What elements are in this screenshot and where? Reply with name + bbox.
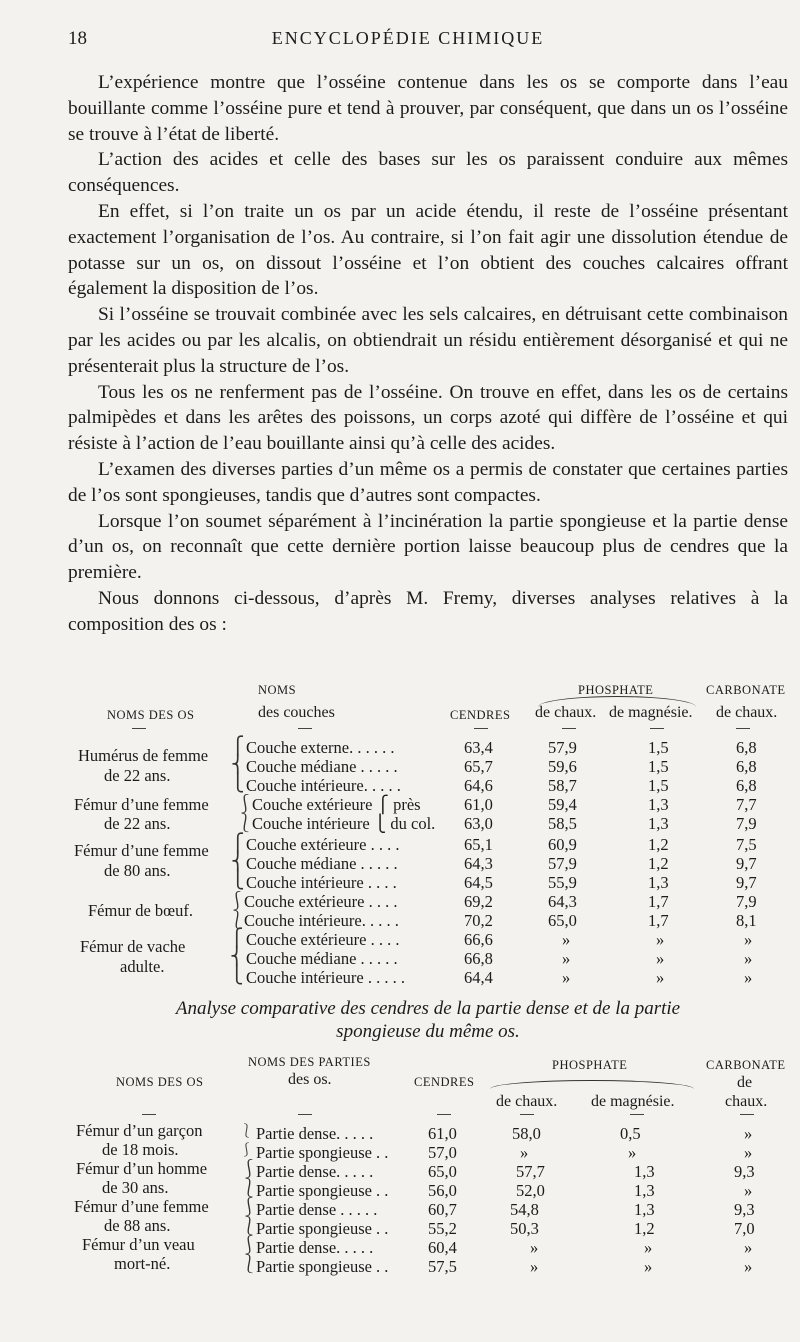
value-phosphate-magnesie: 1,3 <box>648 795 669 814</box>
value-phosphate-chaux: 52,0 <box>516 1181 545 1200</box>
bone-name: Fémur d’une femme <box>74 795 209 814</box>
value-cendres: 64,4 <box>464 968 493 987</box>
value-phosphate-chaux: 55,9 <box>548 873 577 892</box>
bone-name: Fémur de bœuf. <box>88 901 193 920</box>
value-phosphate-chaux: » <box>562 949 571 968</box>
layer-name: Couche extérieure . . . . <box>246 930 400 949</box>
value-carbonate: 6,8 <box>736 776 757 795</box>
col-header-carb-de: de <box>737 1074 753 1091</box>
value-phosphate-chaux: » <box>520 1143 529 1162</box>
value-cendres: 55,2 <box>428 1219 457 1238</box>
value-cendres: 64,3 <box>464 854 493 873</box>
col-header-carbonate: CARBONATE <box>706 1058 786 1072</box>
bone-name: de 22 ans. <box>104 814 171 833</box>
value-phosphate-magnesie: 1,3 <box>634 1181 655 1200</box>
layer-name: Couche médiane . . . . . <box>246 854 398 873</box>
value-phosphate-magnesie: » <box>656 949 665 968</box>
value-phosphate-magnesie: » <box>644 1238 653 1257</box>
bone-name: Fémur d’un homme <box>76 1159 208 1178</box>
part-name: Partie spongieuse . . <box>256 1143 389 1162</box>
col-header-des-couches: des couches <box>258 704 335 721</box>
layer-name: Couche intérieure. . . . . <box>246 776 401 795</box>
value-cendres: 65,1 <box>464 835 493 854</box>
col-header-des-os: des os. <box>288 1071 332 1088</box>
paragraph: L’expérience montre que l’osséine contenue dans les os se comporte dans l’eau bouillante comme l’osséine pure et tend à prouver, par conséquent, que dans un os l’osséine se trouve à l’état de liberté. <box>68 72 788 145</box>
brace: ⎧ ⎨ ⎩ <box>231 833 245 889</box>
value-phosphate-magnesie: 1,5 <box>648 776 669 795</box>
value-cendres: 70,2 <box>464 911 493 930</box>
bone-name: de 18 mois. <box>102 1140 179 1159</box>
value-phosphate-chaux: 65,0 <box>548 911 577 930</box>
value-carbonate: » <box>744 1238 753 1257</box>
layer-name: Couche intérieure . . . . . <box>246 968 405 987</box>
layer-name: Couche extérieure ⎧ près <box>252 795 421 814</box>
brace: ⎧ ⎨ ⎩ <box>230 928 244 984</box>
header-dash <box>740 1114 754 1115</box>
header-dash <box>437 1114 451 1115</box>
brace: ⎰ ⎱ <box>240 1159 258 1198</box>
value-phosphate-chaux: 60,9 <box>548 835 577 854</box>
part-name: Partie spongieuse . . <box>256 1257 389 1276</box>
header-dash <box>520 1114 534 1115</box>
value-phosphate-magnesie: » <box>628 1143 637 1162</box>
col-header-carbonate: CARBONATE <box>706 683 786 697</box>
header-dash <box>298 1114 312 1115</box>
paragraph: Si l’osséine se trouvait combinée avec les sels calcaires, en détruisant cette combinaison par les acides ou par les alcalis, on obtiendrait un résidu entièrement désorganisé et qui ne présenterait plus la structure de l’os. <box>68 304 788 377</box>
value-carbonate: 8,1 <box>736 911 757 930</box>
value-cendres: 66,8 <box>464 949 493 968</box>
value-phosphate-chaux: » <box>530 1238 539 1257</box>
col-header-de-magnesie: de magnésie. <box>609 704 693 721</box>
phosphate-brace <box>490 1080 694 1089</box>
running-title: ENCYCLOPÉDIE CHIMIQUE <box>271 28 545 48</box>
value-phosphate-chaux: » <box>530 1257 539 1276</box>
value-cendres: 63,0 <box>464 814 493 833</box>
value-carbonate: » <box>744 930 753 949</box>
col-header-carb-de-chaux: de chaux. <box>716 704 778 721</box>
value-cendres: 65,7 <box>464 757 493 776</box>
value-carbonate: » <box>744 1124 753 1143</box>
value-cendres: 56,0 <box>428 1181 457 1200</box>
value-phosphate-chaux: » <box>562 968 571 987</box>
value-phosphate-magnesie: » <box>656 968 665 987</box>
bone-name: Fémur d’une femme <box>74 1197 209 1216</box>
value-cendres: 66,6 <box>464 930 493 949</box>
col-header-noms-des-parties: NOMS DES PARTIES <box>248 1055 371 1069</box>
paragraph: L’action des acides et celle des bases sur les os paraissent conduire aux mêmes conséquences. <box>68 149 788 197</box>
value-phosphate-magnesie: 0,5 <box>620 1124 641 1143</box>
value-carbonate: » <box>744 1143 753 1162</box>
value-phosphate-magnesie: 1,5 <box>648 757 669 776</box>
value-carbonate: 9,3 <box>734 1162 755 1181</box>
value-phosphate-chaux: 57,9 <box>548 854 577 873</box>
layer-name: Couche externe. . . . . . <box>246 738 395 757</box>
value-phosphate-chaux: 58,0 <box>512 1124 541 1143</box>
value-carbonate: 6,8 <box>736 757 757 776</box>
caption-line: spongieuse du même os. <box>336 1021 520 1042</box>
value-carbonate: 7,0 <box>734 1219 755 1238</box>
bone-name: de 30 ans. <box>102 1178 169 1197</box>
layer-name: Couche intérieure ⎩ du col. <box>252 814 436 833</box>
part-name: Partie dense . . . . . <box>256 1200 378 1219</box>
caption-line: Analyse comparative des cendres de la partie dense et de la partie <box>175 998 681 1019</box>
header-dash <box>630 1114 644 1115</box>
value-phosphate-magnesie: 1,3 <box>648 873 669 892</box>
part-name: Partie dense. . . . . <box>256 1238 374 1257</box>
value-carbonate: 9,7 <box>736 873 757 892</box>
value-cendres: 64,6 <box>464 776 493 795</box>
paragraph: En effet, si l’on traite un os par un acide étendu, il reste de l’osséine présentant exactement l’organisation de l’os. Au contraire, si l’on fait agir une dissolution étendue de potasse sur un os, on dissout l’osséine et l’on obtient des couches calcaires offrant également la disposition de l’os. <box>68 200 788 300</box>
value-cendres: 57,0 <box>428 1143 457 1162</box>
bone-name: Fémur d’un veau <box>82 1235 195 1254</box>
col-header-phosphate: PHOSPHATE <box>578 683 654 697</box>
value-cendres: 61,0 <box>464 795 493 814</box>
layer-name: Couche extérieure . . . . <box>244 892 398 911</box>
col-header-de-magnesie: de magnésie. <box>591 1093 675 1110</box>
value-phosphate-chaux: 59,4 <box>548 795 577 814</box>
value-phosphate-chaux: 50,3 <box>510 1219 539 1238</box>
value-cendres: 63,4 <box>464 738 493 757</box>
value-phosphate-magnesie: 1,5 <box>648 738 669 757</box>
col-header-cendres: CENDRES <box>450 708 511 722</box>
value-phosphate-magnesie: » <box>644 1257 653 1276</box>
part-name: Partie dense. . . . . <box>256 1162 374 1181</box>
col-header-noms-des-os: NOMS DES OS <box>107 708 195 722</box>
bone-name: Humérus de femme <box>78 746 209 765</box>
paragraph: Nous donnons ci-dessous, d’après M. Fremy, diverses analyses relatives à la composition des os : <box>68 587 788 635</box>
col-header-cendres: CENDRES <box>414 1075 475 1089</box>
value-carbonate: » <box>744 968 753 987</box>
value-carbonate: 7,7 <box>736 795 757 814</box>
value-phosphate-magnesie: 1,3 <box>634 1200 655 1219</box>
col-header-de-chaux: de chaux. <box>535 704 597 721</box>
part-name: Partie spongieuse . . <box>256 1181 389 1200</box>
paragraph: L’examen des diverses parties d’un même os a permis de constater que certaines parties de l’os sont spongieuses, tandis que d’autres sont compactes. <box>68 458 788 506</box>
brace: ⎰ ⎱ <box>240 1235 258 1274</box>
col-header-phosphate: PHOSPHATE <box>552 1058 628 1072</box>
value-cendres: 57,5 <box>428 1257 457 1276</box>
value-phosphate-chaux: 64,3 <box>548 892 577 911</box>
brace: ⎧ ⎨ ⎩ <box>231 736 245 792</box>
col-header-noms-des-os: NOMS DES OS <box>116 1075 204 1089</box>
value-phosphate-magnesie: » <box>656 930 665 949</box>
value-cendres: 65,0 <box>428 1162 457 1181</box>
value-carbonate: 7,9 <box>736 814 757 833</box>
value-phosphate-chaux: 58,7 <box>548 776 577 795</box>
value-phosphate-chaux: 58,5 <box>548 814 577 833</box>
brace: ⎱ ⎰ <box>240 1123 254 1157</box>
col-header-noms: NOMS <box>258 683 297 697</box>
layer-name: Couche médiane . . . . . <box>246 757 398 776</box>
header-dash <box>142 1114 156 1115</box>
value-carbonate: 7,9 <box>736 892 757 911</box>
value-phosphate-magnesie: 1,3 <box>634 1162 655 1181</box>
bone-name: de 88 ans. <box>104 1216 171 1235</box>
value-phosphate-magnesie: 1,7 <box>648 892 669 911</box>
value-phosphate-chaux: 54,8 <box>510 1200 539 1219</box>
value-phosphate-magnesie: 1,3 <box>648 814 669 833</box>
part-name: Partie spongieuse . . <box>256 1219 389 1238</box>
brace: ⎰ ⎱ <box>236 794 254 833</box>
value-phosphate-magnesie: 1,2 <box>648 835 669 854</box>
paragraph: Tous les os ne renferment pas de l’osséine. On trouve en effet, dans les os de certains palmipèdes et dans les arêtes des poissons, un corps azoté qui diffère de l’osséine et qui résiste à l’action de l’eau bouillante ainsi qu’à celle des acides. <box>68 381 788 455</box>
value-carbonate: » <box>744 1181 753 1200</box>
part-name: Partie dense. . . . . <box>256 1124 374 1143</box>
layer-name: Couche intérieure . . . . <box>246 873 397 892</box>
bone-name: de 80 ans. <box>104 861 171 880</box>
layer-name: Couche extérieure . . . . <box>246 835 400 854</box>
value-cendres: 61,0 <box>428 1124 457 1143</box>
value-phosphate-chaux: 57,7 <box>516 1162 545 1181</box>
value-phosphate-magnesie: 1,2 <box>648 854 669 873</box>
value-phosphate-magnesie: 1,7 <box>648 911 669 930</box>
value-carbonate: 9,7 <box>736 854 757 873</box>
value-carbonate: » <box>744 949 753 968</box>
value-carbonate: 7,5 <box>736 835 757 854</box>
value-carbonate: 6,8 <box>736 738 757 757</box>
page-number: 18 <box>68 28 87 49</box>
bone-name: de 22 ans. <box>104 766 171 785</box>
value-phosphate-magnesie: 1,2 <box>634 1219 655 1238</box>
layer-name: Couche intérieure. . . . . <box>244 911 399 930</box>
value-phosphate-chaux: 57,9 <box>548 738 577 757</box>
value-cendres: 69,2 <box>464 892 493 911</box>
value-phosphate-chaux: » <box>562 930 571 949</box>
value-cendres: 64,5 <box>464 873 493 892</box>
bone-name: adulte. <box>120 957 165 976</box>
paragraph: Lorsque l’on soumet séparément à l’incinération la partie spongieuse et la partie dense d’un os, on reconnaît que cette dernière portion laisse beaucoup plus de cendres que la première. <box>68 510 788 584</box>
brace: ⎰ ⎱ <box>228 891 246 930</box>
brace: ⎰ ⎱ <box>240 1197 258 1236</box>
bone-name: Fémur d’un garçon <box>76 1121 203 1140</box>
layer-name: Couche médiane . . . . . <box>246 949 398 968</box>
bone-name: mort-né. <box>114 1254 171 1273</box>
value-carbonate: 9,3 <box>734 1200 755 1219</box>
value-phosphate-chaux: 59,6 <box>548 757 577 776</box>
value-carbonate: » <box>744 1257 753 1276</box>
col-header-de-chaux: de chaux. <box>496 1093 558 1110</box>
bone-name: Fémur de vache <box>80 937 186 956</box>
bone-name: Fémur d’une femme <box>74 841 209 860</box>
value-cendres: 60,4 <box>428 1238 457 1257</box>
col-header-carb-chaux: chaux. <box>725 1093 768 1110</box>
value-cendres: 60,7 <box>428 1200 457 1219</box>
